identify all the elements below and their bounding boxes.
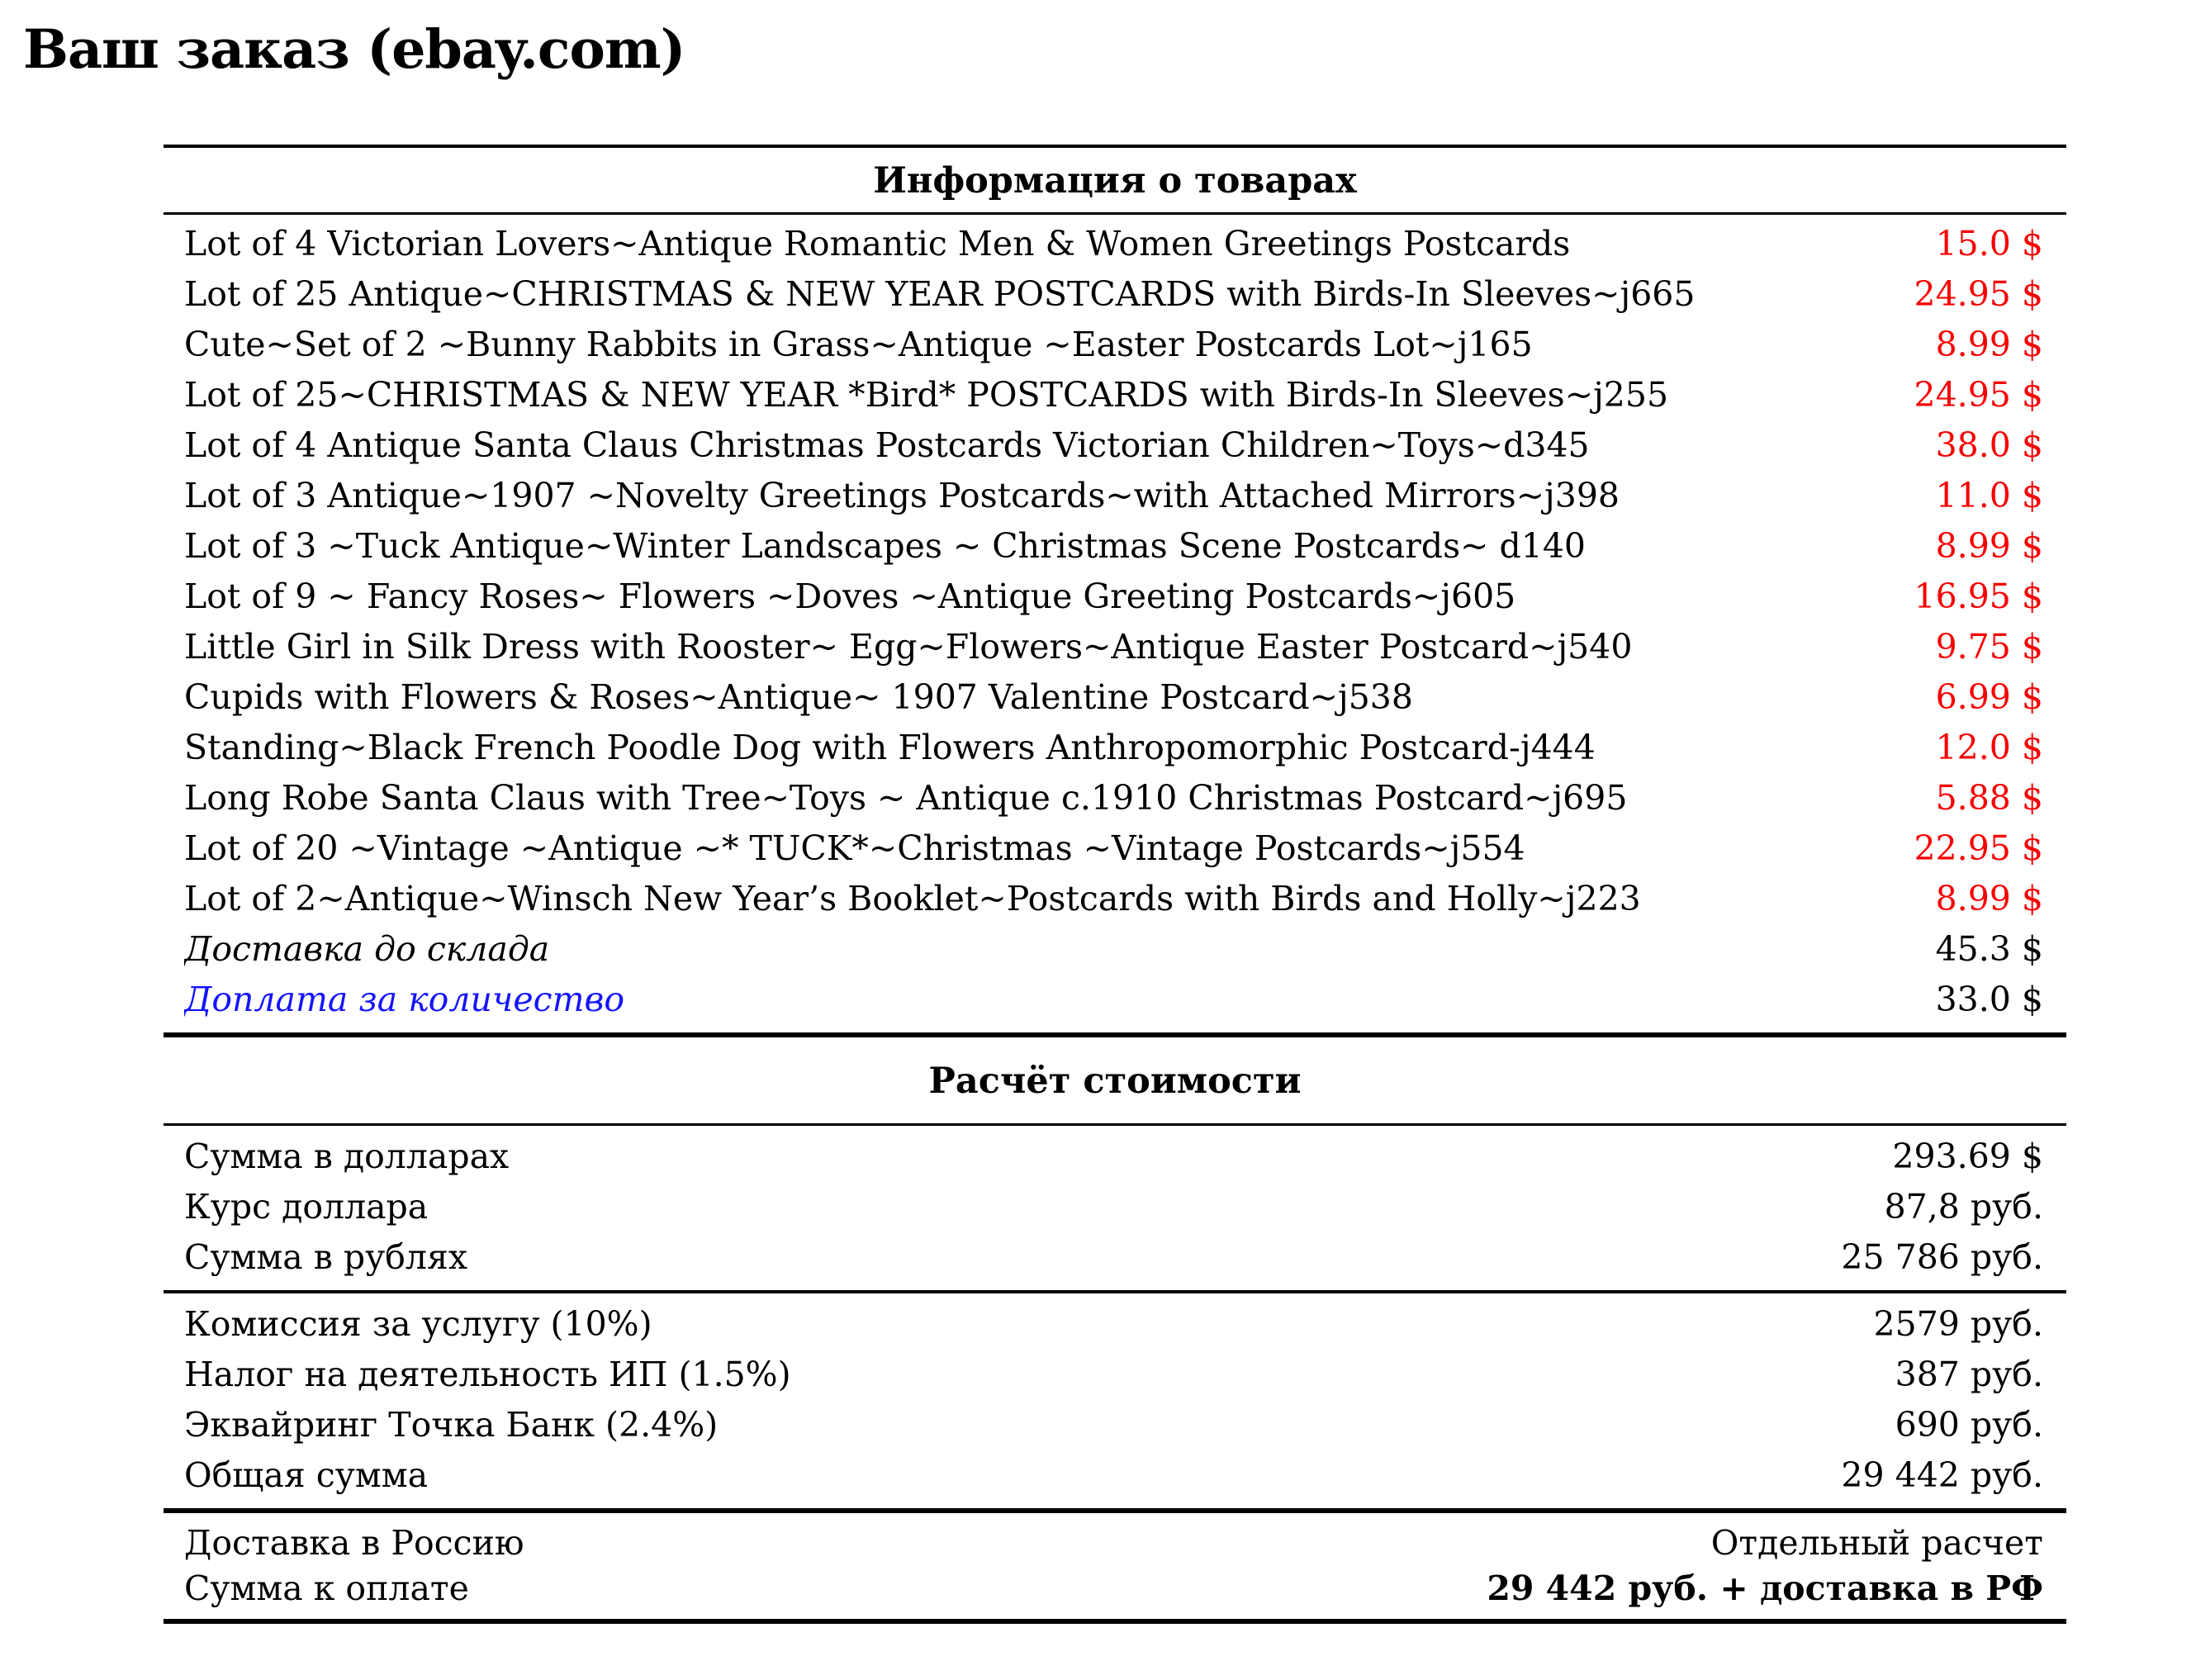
item-title: Long Robe Santa Claus with Tree~Toys ~ Antique c.1910 Christmas Postcard~j695 [184,777,1628,818]
calc-value: 29 442 руб. + доставка в РФ [1487,1568,2043,1608]
item-title: Lot of 3 Antique~1907 ~Novelty Greetings Postcards~with Attached Mirrors~j398 [184,475,1620,515]
calc-label: Общая сумма [184,1455,429,1495]
item-title: Lot of 25~CHRISTMAS & NEW YEAR *Bird* POSTCARDS with Birds-In Sleeves~j255 [184,374,1669,415]
calc-row [164,1181,2066,1232]
item-row [164,974,2066,1024]
item-price: 45.3 $ [1935,928,2043,969]
order-summary-table [164,145,2066,1624]
items-list [164,215,2066,1032]
item-row [164,369,2066,420]
item-price: 22.95 $ [1914,828,2043,868]
item-price: 38.0 $ [1935,425,2043,465]
item-title: Lot of 4 Antique Santa Claus Christmas Postcards Victorian Children~Toys~d345 [184,425,1590,465]
calc-label: Курс доллара [184,1186,429,1227]
item-price: 8.99 $ [1935,525,2043,566]
calc-row [164,1298,2066,1349]
item-row [164,923,2066,974]
item-row [164,218,2066,268]
calc-value: 87,8 руб. [1884,1186,2043,1227]
calc-row [164,1450,2066,1500]
calc-label: Эквайринг Точка Банк (2.4%) [184,1404,719,1445]
calc-value: Отдельный расчет [1710,1522,2043,1563]
item-price: 16.95 $ [1914,576,2043,616]
item-price: 15.0 $ [1935,223,2043,263]
item-row [164,722,2066,772]
calc-row [164,1399,2066,1450]
item-row [164,268,2066,319]
calc-row [164,1565,2066,1611]
item-title: Lot of 3 ~Tuck Antique~Winter Landscapes ~ Christmas Scene Postcards~ d140 [184,525,1587,566]
calc-label: Сумма к оплате [184,1568,469,1608]
calc-usd-rows [164,1126,2066,1290]
item-price: 12.0 $ [1935,727,2043,767]
item-row [164,319,2066,369]
item-title: Lot of 9 ~ Fancy Roses~ Flowers ~Doves ~Antique Greeting Postcards~j605 [184,576,1516,616]
item-price: 11.0 $ [1935,475,2043,515]
calc-row [164,1349,2066,1399]
item-title: Cute~Set of 2 ~Bunny Rabbits in Grass~Antique ~Easter Postcards Lot~j165 [184,324,1533,364]
item-row [164,672,2066,722]
item-row [164,520,2066,571]
page-title: Ваш заказ (ebay.com) [23,18,685,81]
item-title: Lot of 2~Antique~Winsch New Year’s Booklet~Postcards with Birds and Holly~j223 [184,878,1641,918]
items-section-header: Информация о товарах [873,160,1357,202]
calc-final-rows [164,1513,2066,1619]
calc-row [164,1131,2066,1181]
item-title: Lot of 20 ~Vintage ~Antique ~* TUCK*~Christmas ~Vintage Postcards~j554 [184,828,1525,868]
calc-label: Доставка в Россию [184,1522,524,1563]
item-price: 9.75 $ [1935,626,2043,667]
item-price: 8.99 $ [1935,878,2043,918]
calc-value: 293.69 $ [1892,1136,2043,1176]
item-price: 24.95 $ [1914,374,2043,415]
calc-value: 2579 руб. [1873,1303,2043,1344]
calc-value: 25 786 руб. [1841,1236,2043,1277]
item-row [164,823,2066,873]
item-price: 8.99 $ [1935,324,2043,364]
item-title: Lot of 25 Antique~CHRISTMAS & NEW YEAR POSTCARDS with Birds-In Sleeves~j665 [184,273,1696,314]
item-title: Cupids with Flowers & Roses~Antique~ 1907 Valentine Postcard~j538 [184,676,1413,717]
item-row [164,420,2066,470]
item-price: 5.88 $ [1935,777,2043,818]
divider [164,1619,2066,1624]
item-row [164,571,2066,621]
item-price: 6.99 $ [1935,676,2043,717]
calc-row [164,1520,2066,1565]
item-row [164,470,2066,520]
item-title: Little Girl in Silk Dress with Rooster~ Egg~Flowers~Antique Easter Postcard~j540 [184,626,1633,667]
item-title: Standing~Black French Poodle Dog with Flowers Anthropomorphic Postcard-j444 [184,727,1596,767]
item-title: Доставка до склада [184,928,550,969]
item-row [164,621,2066,672]
calc-label: Сумма в долларах [184,1136,510,1176]
item-row [164,772,2066,823]
calc-fee-rows [164,1293,2066,1508]
item-price: 24.95 $ [1914,273,2043,314]
calc-value: 387 руб. [1895,1354,2043,1394]
calc-value: 690 руб. [1895,1404,2043,1445]
calc-label: Сумма в рублях [184,1236,467,1277]
calc-row [164,1232,2066,1282]
calc-section-header: Расчёт стоимости [928,1061,1302,1102]
item-row [164,873,2066,923]
item-title: Lot of 4 Victorian Lovers~Antique Romantic Men & Women Greetings Postcards [184,223,1571,263]
calc-value: 29 442 руб. [1841,1455,2043,1495]
calc-label: Комиссия за услугу (10%) [184,1303,652,1344]
item-price: 33.0 $ [1935,979,2043,1019]
calc-label: Налог на деятельность ИП (1.5%) [184,1354,791,1394]
item-title[interactable]: Доплата за количество [184,979,624,1019]
